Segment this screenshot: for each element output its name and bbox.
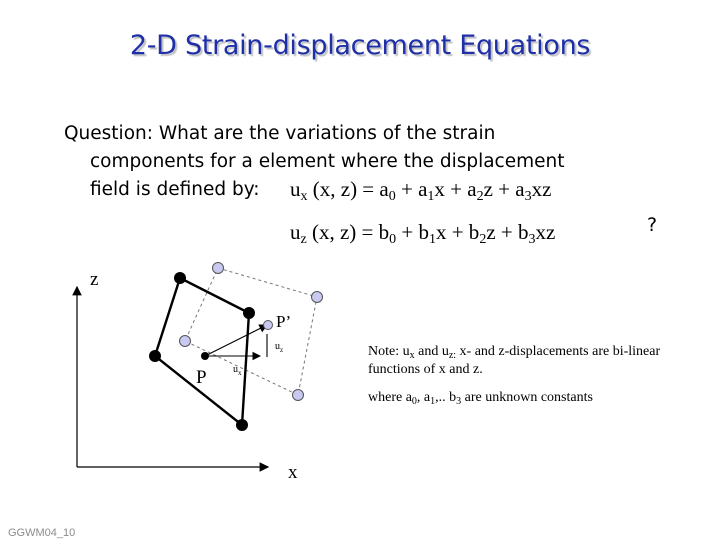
slide-footer: GGWM04_10 [8, 527, 76, 539]
x-axis-label: x [288, 462, 298, 483]
displaced-point-node [264, 321, 273, 330]
displacement-vector [205, 325, 267, 356]
note-bilinear: Note: $u_x$ and $u_{z:}$ x- and z-displacements are bi-linear functions of x and z. [368, 344, 661, 377]
question-line-3: field is defined by: [90, 179, 260, 200]
point-p-node [201, 352, 209, 360]
note-box [368, 343, 668, 417]
z-axis-label: z [90, 269, 99, 290]
node [236, 419, 248, 431]
equation-uz: $u_z$ (x, $z) = b_0 + b_1x + b_2z + b_3xz$ [290, 220, 556, 247]
uz-label: $u_z$ [275, 341, 284, 354]
displaced-node [213, 263, 224, 274]
question-line-1: Question: What are the variations of the strain [64, 123, 496, 144]
node [149, 350, 161, 362]
ux-label: $u_x$ [233, 364, 242, 377]
displaced-node [312, 292, 323, 303]
node [174, 272, 186, 284]
displaced-node [293, 390, 304, 401]
displaced-node [180, 336, 191, 347]
point-p-label: P [196, 367, 207, 388]
slide-title: 2-D Strain-displacement Equations [129, 30, 591, 61]
point-p-prime-label: P’ [276, 312, 292, 331]
question-mark: ? [647, 214, 658, 236]
node [243, 307, 255, 319]
equation-ux: $u_x$ (x, $z) = a_0 + a_1x + a_2z + a_3xz$ [290, 177, 552, 204]
question-line-2: components for a element where the displacement [90, 151, 565, 172]
original-element [155, 278, 249, 425]
note-constants: where $a_0$, $a_1$,.. $b_3$ are unknown constants [368, 390, 593, 407]
